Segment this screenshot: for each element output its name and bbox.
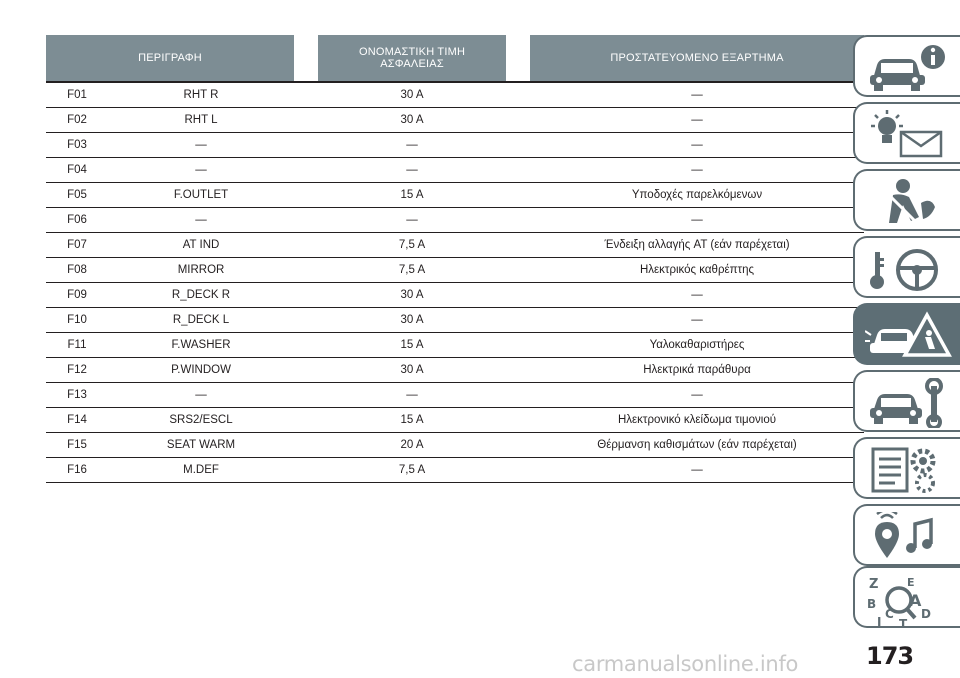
fuse-table <box>46 35 864 483</box>
gap-cell <box>506 458 530 483</box>
svg-text:D: D <box>921 607 931 621</box>
protected-component-cell: Ηλεκτρικός καθρέπτης <box>530 258 864 283</box>
fuse-value-cell: 30 A <box>318 82 506 108</box>
gap-cell <box>294 133 318 158</box>
fuse-value-cell: 7,5 A <box>318 258 506 283</box>
fuse-value-cell: 30 A <box>318 308 506 333</box>
gap-cell <box>506 183 530 208</box>
table-row <box>46 333 864 358</box>
gap-cell <box>506 108 530 133</box>
table-row <box>46 108 864 133</box>
multimedia-icon <box>865 512 955 562</box>
fuse-id-cell: F08 <box>46 258 108 283</box>
fuse-value-cell: 30 A <box>318 358 506 383</box>
gap-cell <box>294 433 318 458</box>
gap-cell <box>294 283 318 308</box>
safety-icon <box>865 177 955 227</box>
gap-cell <box>506 383 530 408</box>
gap-cell <box>294 183 318 208</box>
fuse-name-cell: F.OUTLET <box>108 183 294 208</box>
fuse-id-cell: F05 <box>46 183 108 208</box>
header-fuse-value-line1: ΟΝΟΜΑΣΤΙΚΗ ΤΙΜΗ <box>358 46 466 58</box>
fuse-value-cell: — <box>318 158 506 183</box>
gap-cell <box>294 108 318 133</box>
gap-cell <box>294 82 318 108</box>
table-row <box>46 158 864 183</box>
gap-cell <box>294 383 318 408</box>
gap-cell <box>506 133 530 158</box>
table-row <box>46 283 864 308</box>
gap-cell <box>506 208 530 233</box>
fuse-name-cell: R_DECK L <box>108 308 294 333</box>
fuse-id-cell: F14 <box>46 408 108 433</box>
svg-text:Z: Z <box>869 577 879 592</box>
svg-text:I: I <box>877 615 882 628</box>
fuse-id-cell: F04 <box>46 158 108 183</box>
emergency-icon <box>865 311 955 361</box>
fuse-name-cell: SEAT WARM <box>108 433 294 458</box>
fuse-id-cell: F15 <box>46 433 108 458</box>
table-row <box>46 358 864 383</box>
gap-cell <box>506 333 530 358</box>
header-gap <box>294 35 318 82</box>
tab-emergency[interactable] <box>853 303 960 365</box>
svg-text:E: E <box>907 576 915 589</box>
gap-cell <box>506 433 530 458</box>
protected-component-cell: Ηλεκτρονικό κλείδωμα τιμονιού <box>530 408 864 433</box>
fuse-value-cell: 7,5 A <box>318 233 506 258</box>
table-row <box>46 458 864 483</box>
protected-component-cell: — <box>530 458 864 483</box>
fuse-value-cell: 30 A <box>318 283 506 308</box>
fuse-value-cell: 20 A <box>318 433 506 458</box>
page-number: 173 <box>866 642 914 670</box>
fuse-name-cell: M.DEF <box>108 458 294 483</box>
fuse-name-cell: RHT R <box>108 82 294 108</box>
gap-cell <box>506 408 530 433</box>
fuse-value-cell: 15 A <box>318 408 506 433</box>
table-row <box>46 408 864 433</box>
fuse-value-cell: 7,5 A <box>318 458 506 483</box>
table-row <box>46 258 864 283</box>
fuse-id-cell: F11 <box>46 333 108 358</box>
gap-cell <box>506 283 530 308</box>
protected-component-cell: Υποδοχές παρελκόμενων <box>530 183 864 208</box>
gap-cell <box>506 158 530 183</box>
gap-cell <box>294 358 318 383</box>
index-icon <box>865 574 955 628</box>
fuse-id-cell: F02 <box>46 108 108 133</box>
fuse-value-cell: 15 A <box>318 333 506 358</box>
fuse-name-cell: — <box>108 133 294 158</box>
fuse-id-cell: F10 <box>46 308 108 333</box>
header-fuse-value <box>318 35 506 82</box>
fuse-name-cell: — <box>108 208 294 233</box>
protected-component-cell: — <box>530 133 864 158</box>
protected-component-cell: — <box>530 82 864 108</box>
table-row <box>46 208 864 233</box>
fuse-value-cell: 30 A <box>318 108 506 133</box>
technical-data-icon <box>865 445 955 495</box>
svg-text:C: C <box>885 607 894 621</box>
gap-cell <box>294 208 318 233</box>
fuse-id-cell: F01 <box>46 82 108 108</box>
car-info-icon <box>865 43 955 93</box>
protected-component-cell: Υαλοκαθαριστήρες <box>530 333 864 358</box>
fuse-id-cell: F07 <box>46 233 108 258</box>
fuse-name-cell: — <box>108 158 294 183</box>
header-description: ΠΕΡΙΓΡΑΦΗ <box>46 35 294 82</box>
gap-cell <box>294 308 318 333</box>
fuse-value-cell: — <box>318 383 506 408</box>
fuse-name-cell: MIRROR <box>108 258 294 283</box>
fuse-value-cell: — <box>318 133 506 158</box>
fuse-id-cell: F03 <box>46 133 108 158</box>
tab-index[interactable] <box>853 566 960 628</box>
table-row <box>46 82 864 108</box>
fuse-name-cell: SRS2/ESCL <box>108 408 294 433</box>
fuse-name-cell: F.WASHER <box>108 333 294 358</box>
tab-warning-lights[interactable] <box>853 102 960 164</box>
gap-cell <box>294 233 318 258</box>
header-fuse-value-line2: ΑΣΦΑΛΕΙΑΣ <box>380 58 444 70</box>
gap-cell <box>506 358 530 383</box>
gap-cell <box>294 458 318 483</box>
gap-cell <box>506 308 530 333</box>
warning-lights-icon <box>865 110 955 160</box>
fuse-name-cell: — <box>108 383 294 408</box>
tab-multimedia[interactable] <box>853 504 960 566</box>
maintenance-icon <box>865 378 955 428</box>
tab-maintenance[interactable] <box>853 370 960 432</box>
table-row <box>46 133 864 158</box>
protected-component-cell: — <box>530 308 864 333</box>
protected-component-cell: — <box>530 208 864 233</box>
gap-cell <box>294 408 318 433</box>
fuse-value-cell: — <box>318 208 506 233</box>
gap-cell <box>506 233 530 258</box>
tab-car-info[interactable] <box>853 35 960 97</box>
protected-component-cell: — <box>530 158 864 183</box>
gap-cell <box>294 333 318 358</box>
header-gap <box>506 35 530 82</box>
svg-text:T: T <box>899 617 908 628</box>
svg-text:B: B <box>867 597 877 611</box>
fuse-name-cell: AT IND <box>108 233 294 258</box>
table-row <box>46 183 864 208</box>
table-row <box>46 308 864 333</box>
protected-component-cell: Θέρμανση καθισμάτων (εάν παρέχεται) <box>530 433 864 458</box>
fuse-id-cell: F16 <box>46 458 108 483</box>
fuse-name-cell: P.WINDOW <box>108 358 294 383</box>
protected-component-cell: — <box>530 283 864 308</box>
protected-component-cell: Ένδειξη αλλαγής AT (εάν παρέχεται) <box>530 233 864 258</box>
gap-cell <box>506 82 530 108</box>
watermark: carmanualsonline.info <box>572 652 799 676</box>
protected-component-cell: — <box>530 108 864 133</box>
fuse-name-cell: R_DECK R <box>108 283 294 308</box>
svg-text:A: A <box>909 591 922 610</box>
fuse-id-cell: F13 <box>46 383 108 408</box>
fuse-id-cell: F09 <box>46 283 108 308</box>
gap-cell <box>506 258 530 283</box>
header-protected-component: ΠΡΟΣΤΑΤΕΥΟΜΕΝΟ ΕΞΑΡΤΗΜΑ <box>530 35 864 82</box>
starting-driving-icon <box>865 244 955 294</box>
table-header-row <box>46 35 864 82</box>
tab-safety[interactable] <box>853 169 960 231</box>
gap-cell <box>294 158 318 183</box>
tab-starting-driving[interactable] <box>853 236 960 298</box>
protected-component-cell: Ηλεκτρικά παράθυρα <box>530 358 864 383</box>
fuse-value-cell: 15 A <box>318 183 506 208</box>
table-row <box>46 233 864 258</box>
fuse-id-cell: F12 <box>46 358 108 383</box>
protected-component-cell: — <box>530 383 864 408</box>
tab-technical-data[interactable] <box>853 437 960 499</box>
gap-cell <box>294 258 318 283</box>
fuse-table-body <box>46 82 864 483</box>
fuse-name-cell: RHT L <box>108 108 294 133</box>
fuse-id-cell: F06 <box>46 208 108 233</box>
table-row <box>46 383 864 408</box>
table-row <box>46 433 864 458</box>
